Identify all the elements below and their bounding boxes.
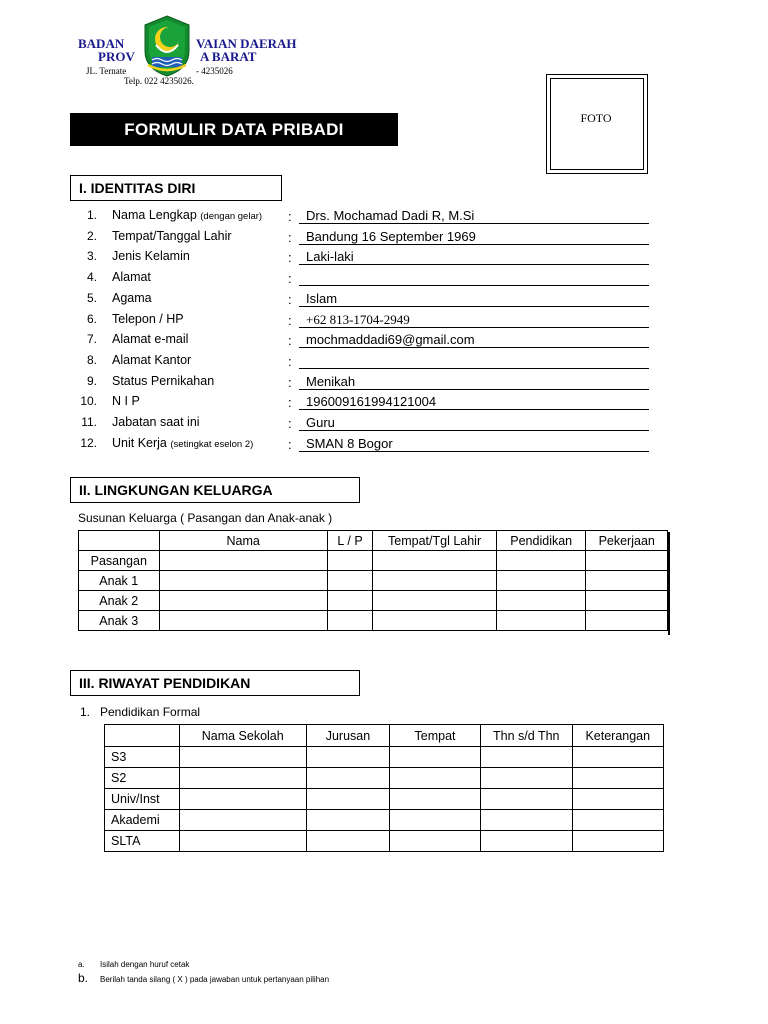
edu-header-cell: Jurusan [306, 725, 389, 747]
identity-row-label-note: (setingkat eselon 2) [170, 439, 254, 450]
edu-table-row [105, 810, 664, 831]
edu-row-label: S2 [105, 768, 180, 789]
identity-row-colon: : [288, 395, 292, 410]
edu-input-cell[interactable] [481, 831, 573, 852]
identity-row-label [112, 353, 191, 367]
agency-name-line2-left: PROV [98, 49, 135, 64]
edu-header-cell: Nama Sekolah [179, 725, 306, 747]
identity-row-label [112, 332, 188, 346]
identity-row-label [112, 291, 152, 305]
edu-input-cell[interactable] [306, 810, 389, 831]
family-input-cell[interactable] [159, 611, 327, 631]
identity-row-label [112, 249, 190, 263]
identity-row-value[interactable]: mochmaddadi69@gmail.com [306, 332, 475, 347]
family-input-cell[interactable] [373, 591, 497, 611]
edu-input-cell[interactable] [306, 768, 389, 789]
edu-header-cell: Keterangan [572, 725, 663, 747]
family-input-cell[interactable] [373, 551, 497, 571]
identity-row-label-text: Jabatan saat ini [112, 415, 200, 429]
family-input-cell[interactable] [496, 571, 585, 591]
family-input-cell[interactable] [496, 611, 585, 631]
family-input-cell[interactable] [586, 591, 668, 611]
family-header-cell: Nama [159, 531, 327, 551]
identity-row-value[interactable]: Bandung 16 September 1969 [306, 229, 476, 244]
note-b-text: Berilah tanda silang ( X ) pada jawaban untuk pertanyaan pilihan [100, 975, 330, 984]
identity-row-colon: : [288, 437, 292, 452]
identity-row-label-text: Unit Kerja [112, 436, 167, 450]
identity-row-colon: : [288, 271, 292, 286]
family-input-cell[interactable] [586, 611, 668, 631]
agency-name-line2-right: A BARAT [200, 49, 257, 64]
identity-row-label-text: Alamat e-mail [112, 332, 189, 346]
province-emblem-icon [142, 15, 192, 77]
education-subtitle: Pendidikan Formal [100, 705, 201, 719]
identity-row-label [112, 270, 151, 284]
identity-row-label [112, 394, 140, 408]
identity-row-number: 9. [86, 374, 97, 388]
edu-input-cell[interactable] [179, 789, 306, 810]
identity-row-underline [299, 368, 649, 369]
identity-row-value[interactable]: Menikah [306, 374, 356, 389]
identity-row-label [112, 229, 232, 243]
edu-input-cell[interactable] [390, 831, 481, 852]
identity-row-colon: : [288, 333, 292, 348]
identity-row-number: 12. [80, 436, 97, 450]
identity-row-label-text: Jenis Kelamin [112, 249, 190, 263]
identity-row-label-note: (dengan gelar) [200, 211, 263, 222]
edu-input-cell[interactable] [179, 810, 306, 831]
section-pendidikan-heading: III. RIWAYAT PENDIDIKAN [70, 670, 360, 696]
identity-row-underline [299, 347, 649, 348]
identity-row-label-text: Alamat [112, 270, 151, 284]
identity-row-colon: : [288, 313, 292, 328]
identity-row-colon: : [288, 250, 292, 265]
edu-input-cell[interactable] [481, 810, 573, 831]
edu-input-cell[interactable] [390, 810, 481, 831]
family-input-cell[interactable] [327, 551, 372, 571]
identity-row-colon: : [288, 230, 292, 245]
identity-row-value[interactable]: Drs. Mochamad Dadi R, M.Si [306, 208, 475, 223]
edu-row-label: S3 [105, 747, 180, 768]
identity-row-colon: : [288, 375, 292, 390]
note-b-marker: b. [78, 971, 89, 985]
identity-row-underline [299, 409, 649, 410]
identity-row-label-text: N I P [112, 394, 140, 408]
identity-row-number: 7. [86, 332, 97, 346]
edu-input-cell[interactable] [390, 747, 481, 768]
edu-input-cell[interactable] [572, 810, 663, 831]
family-input-cell[interactable] [496, 591, 585, 611]
agency-name-line1-right: VAIAN DAERAH [196, 36, 297, 51]
identity-row-label-text: Alamat Kantor [112, 353, 192, 367]
identity-row-underline [299, 244, 649, 245]
identity-row-label [112, 436, 253, 450]
family-header-cell: Tempat/Tgl Lahir [373, 531, 497, 551]
family-input-cell[interactable] [327, 571, 372, 591]
identity-row-value[interactable]: Guru [306, 415, 335, 430]
family-input-cell[interactable] [373, 571, 497, 591]
identity-row-underline [299, 389, 649, 390]
identity-row-underline [299, 223, 649, 224]
identity-row-colon: : [288, 292, 292, 307]
family-table [78, 530, 668, 631]
identity-row-underline [299, 451, 649, 452]
agency-address-right: - 4235026 [196, 66, 233, 76]
family-input-cell[interactable] [586, 551, 668, 571]
family-table-row [79, 591, 668, 611]
identity-row-label-text: Agama [112, 291, 152, 305]
family-input-cell[interactable] [496, 551, 585, 571]
family-subtitle: Susunan Keluarga ( Pasangan dan Anak-anak ) [78, 511, 333, 525]
family-input-cell[interactable] [586, 571, 668, 591]
edu-input-cell[interactable] [481, 768, 573, 789]
identity-row-label-text: Nama Lengkap [112, 208, 197, 222]
edu-input-cell[interactable] [390, 789, 481, 810]
family-row-label: Anak 2 [79, 591, 160, 611]
family-input-cell[interactable] [327, 591, 372, 611]
edu-input-cell[interactable] [179, 747, 306, 768]
identity-row-number: 2. [86, 229, 97, 243]
edu-table-row [105, 768, 664, 789]
family-header-cell [79, 531, 160, 551]
agency-name-line1-left: BADAN [78, 36, 125, 51]
identity-row-value[interactable]: Laki-laki [306, 249, 354, 264]
note-a-marker: a. [78, 960, 85, 969]
edu-input-cell[interactable] [572, 747, 663, 768]
edu-input-cell[interactable] [572, 768, 663, 789]
family-table-row [79, 611, 668, 631]
identity-row-colon: : [288, 354, 292, 369]
identity-row-label-text: Telepon / HP [112, 312, 184, 326]
family-row-label: Anak 1 [79, 571, 160, 591]
edu-input-cell[interactable] [306, 831, 389, 852]
identity-row-underline [299, 327, 649, 328]
family-header-cell: Pendidikan [496, 531, 585, 551]
identity-row-label [112, 208, 262, 222]
family-row-label: Pasangan [79, 551, 160, 571]
identity-row-underline [299, 430, 649, 431]
identity-row-underline [299, 264, 649, 265]
family-input-cell[interactable] [159, 571, 327, 591]
family-header-cell: Pekerjaan [586, 531, 668, 551]
edu-table-row [105, 831, 664, 852]
edu-input-cell[interactable] [390, 768, 481, 789]
edu-input-cell[interactable] [306, 789, 389, 810]
edu-input-cell[interactable] [481, 789, 573, 810]
edu-input-cell[interactable] [179, 768, 306, 789]
family-input-cell[interactable] [159, 551, 327, 571]
edu-input-cell[interactable] [306, 747, 389, 768]
edu-input-cell[interactable] [572, 831, 663, 852]
identity-row-colon: : [288, 209, 292, 224]
identity-row-label [112, 312, 184, 326]
agency-phone: Telp. 022 4235026. [124, 76, 194, 86]
identity-row-value[interactable]: 196009161994121004 [306, 394, 437, 409]
edu-input-cell[interactable] [481, 747, 573, 768]
identity-row-underline [299, 285, 649, 286]
identity-row-number: 8. [86, 353, 97, 367]
identity-row-number: 11. [81, 415, 97, 429]
family-row-label: Anak 3 [79, 611, 160, 631]
identity-row-value[interactable]: Islam [306, 291, 338, 306]
identity-row-number: 3. [86, 249, 97, 263]
edu-table-row [105, 789, 664, 810]
edu-row-label: Akademi [105, 810, 180, 831]
identity-row-value[interactable]: +62 813-1704-2949 [306, 312, 410, 327]
edu-header-cell [105, 725, 180, 747]
identity-row-colon: : [288, 416, 292, 431]
identity-row-label [112, 374, 214, 388]
section-keluarga-heading: II. LINGKUNGAN KELUARGA [70, 477, 360, 503]
agency-address-left: JL. Ternate [86, 66, 127, 76]
identity-row-label-text: Tempat/Tanggal Lahir [112, 229, 232, 243]
family-table-shadow [668, 532, 670, 635]
identity-row-value[interactable]: SMAN 8 Bogor [306, 436, 393, 451]
edu-header-cell: Tempat [390, 725, 481, 747]
identity-row-number: 10. [80, 394, 97, 408]
family-table-row [79, 551, 668, 571]
education-table [104, 724, 664, 852]
family-header-cell: L / P [327, 531, 372, 551]
edu-table-row [105, 747, 664, 768]
family-input-cell[interactable] [373, 611, 497, 631]
form-title: FORMULIR DATA PRIBADI [70, 113, 398, 146]
family-table-row [79, 571, 668, 591]
edu-row-label: SLTA [105, 831, 180, 852]
section-identitas-heading: I. IDENTITAS DIRI [70, 175, 282, 201]
identity-row-number: 4. [86, 270, 97, 284]
education-subtitle-number: 1. [80, 705, 91, 719]
edu-input-cell[interactable] [179, 831, 306, 852]
note-a-text: Isilah dengan huruf cetak [100, 960, 190, 969]
identity-row-number: 1. [86, 208, 97, 222]
edu-header-cell: Thn s/d Thn [481, 725, 573, 747]
photo-label: FOTO [580, 111, 612, 125]
edu-input-cell[interactable] [572, 789, 663, 810]
identity-row-label-text: Status Pernikahan [112, 374, 215, 388]
identity-row-label [112, 415, 200, 429]
identity-row-underline [299, 306, 649, 307]
family-input-cell[interactable] [327, 611, 372, 631]
identity-row-number: 5. [86, 291, 97, 305]
edu-row-label: Univ/Inst [105, 789, 180, 810]
identity-row-number: 6. [86, 312, 97, 326]
family-input-cell[interactable] [159, 591, 327, 611]
